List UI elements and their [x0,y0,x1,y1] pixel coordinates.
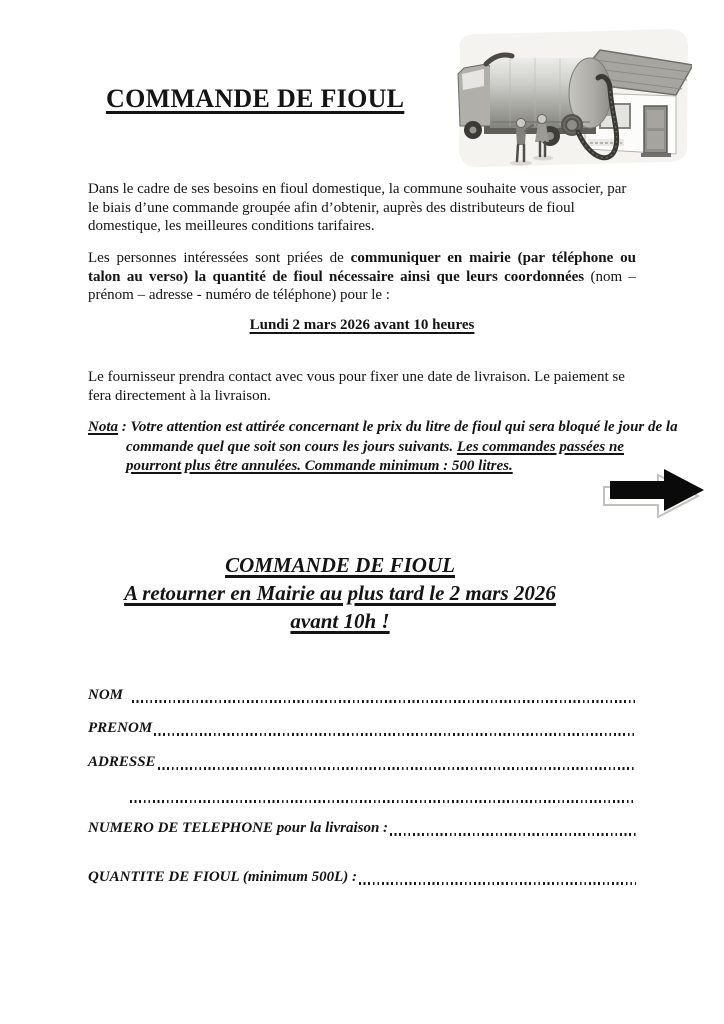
form-field-prenom [88,718,636,738]
intro-paragraph: Dans le cadre de ses besoins en fioul domestique, la commune souhaite vous associer, par le biais d’une commande groupée afin d’obtenir, auprès des distributeurs de fioul domestique, les meilleures conditions tarifaires. [88,181,627,234]
field-label-prenom: PRENOM [88,720,153,736]
dotted-fill-line [154,733,636,736]
dotted-fill-line [132,700,636,703]
instruction-text-start: Les personnes intéressées sont priées de [88,250,351,266]
field-label-adresse: ADRESSE [88,754,156,770]
nota-underlined-text: Les commandes passées ne pourront plus être annulées. Commande minimum : 500 litres. [126,438,624,474]
dotted-fill-line [359,882,636,885]
fuel-delivery-illustration [450,26,692,170]
fuel-truck-house-icon [450,26,692,170]
nota-paragraph [88,418,678,477]
instruction-text-bold: communiquer en mairie (par téléphone ou talon au verso) la quantité de fioul nécessaire ainsi que leurs coordonnées [88,250,636,285]
form-field-nom [88,685,636,705]
form-section-title [88,551,592,635]
form-field-telephone [88,818,636,838]
deadline-date: Lundi 2 mars 2026 avant 10 heures [249,317,475,333]
field-label-nom: NOM [88,687,124,703]
page-title: COMMANDE DE FIOUL [106,84,405,113]
form-field-adresse-continued [88,785,636,805]
nota-label: Nota [88,419,118,435]
form-title-line2-text: A retourner en Mairie au plus tard le 2 mars 2026 [124,581,556,605]
instruction-paragraph [88,249,636,305]
dotted-fill-line [390,833,636,836]
field-label-telephone: NUMERO DE TELEPHONE pour la livraison : [88,820,389,836]
field-label-quantite: QUANTITE DE FIOUL (minimum 500L) : [88,869,358,885]
dotted-fill-line [158,767,636,770]
instruction-text-end: (nom – prénom – adresse - numéro de téléphone) pour le : [88,268,636,303]
form-title-line3-text: avant 10h ! [290,609,390,633]
form-title-line1 [88,551,592,579]
supplier-paragraph: Le fournisseur prendra contact avec vous pour fixer une date de livraison. Le paiement se fera directement à la livraison. [88,369,625,404]
form-field-quantite [88,867,636,887]
nota-separator: : [118,419,131,435]
dotted-fill-line [130,800,636,803]
nota-text: Votre attention est attirée concernant le prix du litre de fioul qui sera bloqué le jour de la commande quel que soit son cours les jours suivants. [126,419,678,455]
form-title-line3 [88,607,592,635]
right-arrow-icon [602,466,704,518]
form-field-adresse [88,752,636,772]
form-title-line1-text: COMMANDE DE FIOUL [225,553,455,577]
deadline-line [88,317,636,334]
form-title-line2 [88,579,592,607]
